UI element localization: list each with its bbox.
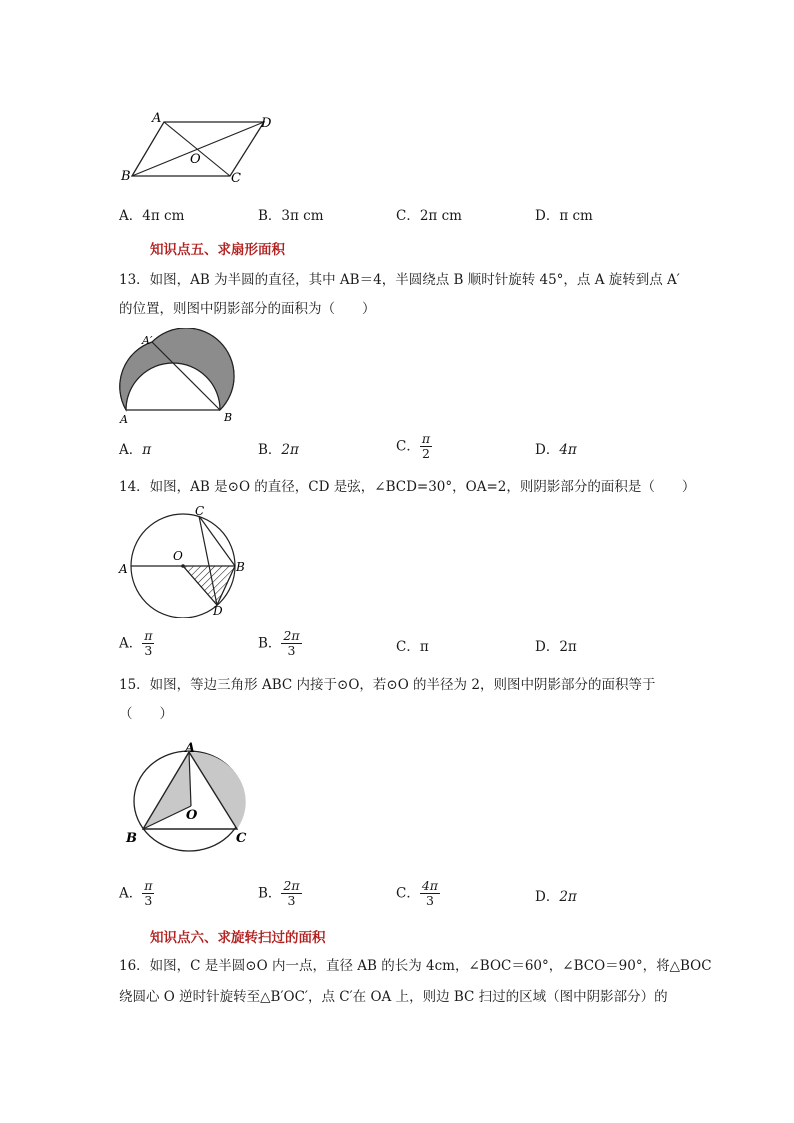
q15-option-d-value: 2π [559,889,577,905]
figure-q12-parallelogram [118,110,288,188]
q14-option-c[interactable]: C．π [396,639,429,655]
q15-option-a-fraction [142,879,154,908]
q12-option-d[interactable]: D．π cm [535,208,593,224]
fraction-denominator: 2 [421,446,430,461]
shaded-region-right [189,752,246,829]
fraction-numerator: π [144,878,153,893]
label-o: O [190,152,201,167]
label-a: A [119,562,128,576]
fraction-numerator: 2π [283,628,300,643]
section-6-heading: 知识点六、求旋转扫过的面积 [150,930,326,946]
q14-option-a[interactable] [119,629,154,658]
q15-option-c-fraction [420,879,440,908]
q13-text-line1: 13．如图，AB 为半圆的直径，其中 AB＝4，半圆绕点 B 顺时针旋转 45°，点 A 旋转到点 A′ [119,272,680,288]
q12-option-a[interactable]: A．4π cm [119,208,185,224]
fraction-numerator: π [144,628,153,643]
q16-text-line2: 绕圆心 O 逆时针旋转至△B′OC′，点 C′在 OA 上，则边 BC 扫过的区域（图中阴影部分）的 [119,989,668,1005]
label-b: B [224,411,233,424]
section-5-heading: 知识点五、求扇形面积 [150,242,285,258]
diagonal-bd [132,122,264,176]
figure-q13-rotated-semicircle [116,328,251,428]
q13-option-d[interactable] [535,440,577,460]
q13-option-a-label: A． [119,442,143,458]
q13-option-d-label: D． [535,442,560,458]
fraction-denominator: 3 [425,893,434,908]
label-a: A [120,413,128,426]
q14-option-a-label: A． [119,635,143,652]
q13-option-c-label: C． [396,438,420,455]
q15-option-c[interactable] [396,879,440,908]
figure-q15-inscribed-triangle [122,742,257,852]
q15-option-b-fraction [281,879,301,908]
q13-option-d-value: 4π [559,442,577,458]
q13-option-c-fraction [420,432,432,461]
q13-option-a-value: π [142,442,152,458]
q13-option-b-value: 2π [281,442,299,458]
label-c: C [236,831,247,846]
fraction-numerator: π [421,431,431,446]
q14-option-b-fraction [281,629,301,658]
hatched-region [183,566,235,605]
label-b: B [121,169,131,184]
q15-text-line2: （ ） [119,706,173,722]
label-c: C [195,504,205,518]
q15-option-c-label: C． [396,885,420,902]
fraction-denominator: 3 [144,893,153,908]
q13-option-a[interactable] [119,440,151,460]
fraction-denominator: 3 [287,643,296,658]
q12-option-b[interactable]: B．3π cm [258,208,324,224]
q15-option-b[interactable] [258,879,302,908]
q15-option-d[interactable] [535,887,577,907]
label-b: B [236,560,245,574]
q13-option-b-label: B． [258,442,282,458]
label-o: O [173,549,183,563]
q14-option-b-label: B． [258,635,282,652]
center-point [181,564,185,568]
label-d: D [261,116,272,131]
q12-option-c[interactable]: C．2π cm [396,208,462,224]
q15-option-d-label: D． [535,889,560,905]
fraction-denominator: 3 [287,893,296,908]
fraction-numerator: 2π [283,878,300,893]
q15-option-b-label: B． [258,885,282,902]
q15-text-line1: 15．如图，等边三角形 ABC 内接于⊙O，若⊙O 的半径为 2，则图中阴影部分的面积等于 [119,677,656,693]
label-a-prime: A′ [142,334,153,347]
figure-q14-circle [115,503,255,618]
q13-option-c[interactable] [396,432,432,461]
q13-option-b[interactable] [258,440,299,460]
label-c: C [231,171,241,186]
q15-option-a-label: A． [119,885,143,902]
q15-option-a[interactable] [119,879,154,908]
label-o: O [186,808,198,823]
q14-option-d[interactable]: D．2π [535,639,577,655]
fraction-denominator: 3 [144,643,153,658]
q14-option-b[interactable] [258,629,302,658]
label-a: A [185,742,196,756]
q13-text-line2: 的位置，则图中阴影部分的面积为（ ） [119,301,376,317]
label-b: B [126,831,137,846]
q14-text-line1: 14．如图，AB 是⊙O 的直径，CD 是弦，∠BCD=30°，OA=2，则阴影部分的面积是（ ） [119,479,696,495]
label-d: D [213,604,223,618]
label-a: A [152,111,162,126]
fraction-numerator: 4π [421,878,439,893]
q16-text-line1: 16．如图，C 是半圆⊙O 内一点，直径 AB 的长为 4cm，∠BOC＝60°，∠BCO＝90°，将△BOC [119,958,712,974]
q14-option-a-fraction [142,629,154,658]
